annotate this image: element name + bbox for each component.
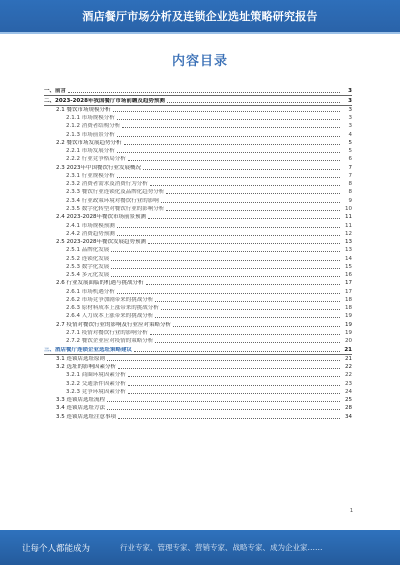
- toc-leader-dots: [128, 385, 340, 386]
- toc-entry-page: 20: [345, 338, 352, 345]
- toc-entry-page: 22: [345, 364, 352, 371]
- table-of-contents: [44, 87, 352, 421]
- toc-entry[interactable]: [44, 238, 352, 246]
- toc-entry[interactable]: [44, 87, 352, 96]
- toc-leader-dots: [111, 251, 340, 252]
- toc-entry-page: 3: [348, 123, 352, 130]
- toc-entry-label: 2.2.1 市场发展分析: [66, 148, 115, 155]
- toc-entry-page: 23: [345, 380, 352, 387]
- toc-entry[interactable]: [44, 213, 352, 221]
- toc-entry-label: 2.5 2023-2028年餐饮发展趋势预测: [56, 239, 146, 246]
- toc-leader-dots: [117, 119, 340, 120]
- toc-entry-page: 11: [345, 214, 352, 221]
- toc-entry[interactable]: [44, 371, 352, 379]
- toc-entry-label: 2.1.2 消费者结构分析: [66, 123, 121, 130]
- toc-entry-page: 14: [345, 255, 352, 262]
- toc-entry[interactable]: [44, 196, 352, 204]
- toc-entry-page: 11: [345, 222, 352, 229]
- toc-entry[interactable]: [44, 221, 352, 229]
- toc-entry-label: 2.3.4 行业政策环境对餐饮行业的影响: [66, 197, 159, 204]
- toc-entry[interactable]: [44, 139, 352, 147]
- toc-entry-page: 18: [345, 296, 352, 303]
- toc-entry[interactable]: [44, 396, 352, 404]
- toc-entry-label: 2.3.5 数字化转型对餐饮行业的影响分析: [66, 205, 165, 212]
- toc-entry[interactable]: [44, 230, 352, 238]
- toc-entry-page: 13: [345, 247, 352, 254]
- toc-entry-page: 3: [348, 115, 352, 122]
- toc-entry[interactable]: [44, 379, 352, 387]
- toc-leader-dots: [143, 169, 340, 170]
- toc-leader-dots: [128, 160, 340, 161]
- toc-entry-page: 12: [345, 230, 352, 237]
- toc-entry-label: 2.1.3 市场前景分析: [66, 131, 115, 138]
- toc-entry-page: 17: [345, 288, 352, 295]
- toc-entry-label: 2.4 2023-2028年餐饮市场前景预测: [56, 214, 146, 221]
- toc-entry-label: 2.5.4 多元化发展: [66, 272, 110, 279]
- toc-entry[interactable]: [44, 180, 352, 188]
- toc-leader-dots: [134, 351, 340, 352]
- toc-entry-page: 6: [348, 156, 352, 163]
- toc-leader-dots: [117, 227, 340, 228]
- toc-entry[interactable]: [44, 412, 352, 420]
- toc-entry[interactable]: [44, 188, 352, 196]
- toc-leader-dots: [107, 401, 340, 402]
- toc-entry-page: 9: [348, 197, 352, 204]
- toc-entry-label: 2.7.2 餐饮企业应对疫情的策略分析: [66, 338, 154, 345]
- toc-leader-dots: [166, 210, 340, 211]
- toc-entry-label: 2.7.1 疫情对餐饮行业的影响分析: [66, 329, 148, 336]
- toc-entry[interactable]: [44, 312, 352, 320]
- toc-entry-page: 19: [345, 321, 352, 328]
- page-number: 1: [349, 508, 353, 514]
- toc-leader-dots: [173, 326, 340, 327]
- toc-leader-dots: [113, 111, 341, 112]
- toc-entry-label: 一、前言: [44, 88, 67, 95]
- toc-leader-dots: [148, 243, 340, 244]
- toc-entry-label: 2.7 疫情对餐饮行业的影响及行业应对策略分析: [56, 321, 171, 328]
- toc-entry-label: 3.1 连锁店选址原则: [56, 355, 105, 362]
- toc-leader-dots: [146, 284, 341, 285]
- toc-leader-dots: [148, 218, 340, 219]
- toc-leader-dots: [118, 368, 340, 369]
- toc-entry-label: 2.6.3 原材料成本上涨带来的挑战分析: [66, 305, 159, 312]
- toc-entry-page: 19: [345, 313, 352, 320]
- toc-leader-dots: [111, 268, 340, 269]
- toc-entry[interactable]: [44, 254, 352, 262]
- toc-leader-dots: [107, 360, 340, 361]
- toc-entry[interactable]: [44, 163, 352, 171]
- toc-entry[interactable]: [44, 287, 352, 295]
- toc-entry-page: 8: [348, 189, 352, 196]
- toc-entry-page: 8: [348, 181, 352, 188]
- toc-leader-dots: [155, 317, 340, 318]
- toc-entry-page: 13: [345, 239, 352, 246]
- toc-entry-label: 2.5.3 数字化发展: [66, 263, 110, 270]
- toc-entry[interactable]: [44, 155, 352, 163]
- toc-entry-label: 三、酒店餐厅连锁企业选址策略建议: [44, 346, 133, 353]
- toc-entry[interactable]: [44, 404, 352, 412]
- toc-entry-page: 25: [345, 397, 352, 404]
- toc-entry[interactable]: [44, 246, 352, 254]
- toc-entry[interactable]: [44, 114, 352, 122]
- toc-entry-label: 2.4.1 市场规模预测: [66, 222, 115, 229]
- toc-leader-dots: [117, 136, 340, 137]
- toc-entry[interactable]: [44, 172, 352, 180]
- toc-entry[interactable]: [44, 304, 352, 312]
- toc-entry[interactable]: [44, 147, 352, 155]
- toc-entry-label: 3.2.1 商圈环境因素分析: [66, 372, 126, 379]
- toc-leader-dots: [118, 418, 340, 419]
- toc-leader-dots: [117, 152, 340, 153]
- toc-entry-page: 19: [345, 329, 352, 336]
- toc-entry-label: 2.6.2 市场竞争加剧带来的挑战分析: [66, 296, 154, 303]
- toc-entry-label: 3.4 连锁店选址方法: [56, 405, 105, 412]
- toc-entry[interactable]: [44, 345, 352, 354]
- toc-entry-page: 3: [348, 97, 352, 104]
- toc-entry[interactable]: [44, 122, 352, 130]
- toc-leader-dots: [155, 342, 340, 343]
- toc-entry-label: 二、2023-2028年我国餐厅市场前瞻及趋势预测: [44, 97, 165, 104]
- toc-entry-page: 21: [344, 346, 352, 353]
- toc-entry-label: 2.3 2023年中国餐饮行业发展概况: [56, 164, 141, 171]
- toc-entry-label: 2.6.1 市场机遇分析: [66, 288, 115, 295]
- toc-heading: 内容目录: [171, 54, 228, 69]
- toc-entry[interactable]: [44, 337, 352, 345]
- footer-slogan: 让每个人都能成为: [22, 544, 91, 554]
- toc-entry-page: 5: [348, 139, 352, 146]
- toc-entry-label: 2.2 餐饮市场发展趋势分析: [56, 139, 122, 146]
- toc-leader-dots: [124, 144, 341, 145]
- toc-entry[interactable]: [44, 296, 352, 304]
- toc-entry-label: 2.6.4 人力成本上涨带来的挑战分析: [66, 313, 154, 320]
- toc-entry-label: 2.3.2 消费者需求及消费行为分析: [66, 181, 148, 188]
- toc-entry-label: 2.3.1 行业规模分析: [66, 172, 115, 179]
- toc-entry[interactable]: [44, 130, 352, 138]
- toc-entry[interactable]: [44, 271, 352, 279]
- toc-leader-dots: [107, 409, 340, 410]
- toc-entry-label: 2.4.2 消费趋势预测: [66, 230, 115, 237]
- toc-entry-page: 3: [348, 106, 352, 113]
- toc-entry-page: 10: [345, 205, 352, 212]
- toc-leader-dots: [150, 185, 340, 186]
- toc-entry-page: 3: [348, 88, 352, 95]
- toc-leader-dots: [111, 276, 340, 277]
- toc-entry-page: 7: [348, 172, 352, 179]
- toc-leader-dots: [117, 177, 340, 178]
- toc-entry[interactable]: [44, 263, 352, 271]
- toc-entry[interactable]: [44, 388, 352, 396]
- footer-banner: [0, 530, 400, 565]
- footer-tagline: 行业专家、管理专家、营销专家、战略专家、成为企业家……: [120, 543, 323, 552]
- toc-entry-page: 15: [345, 263, 352, 270]
- toc-entry-label: 2.6 行业发展面临的机遇与挑战分析: [56, 280, 144, 287]
- toc-entry-page: 17: [345, 280, 352, 287]
- toc-entry-page: 22: [345, 372, 352, 379]
- toc-leader-dots: [128, 376, 340, 377]
- toc-entry-page: 28: [345, 405, 352, 412]
- toc-entry[interactable]: [44, 320, 352, 328]
- report-title: 酒店餐厅市场分析及连锁企业选址策略研究报告: [82, 10, 318, 23]
- toc-entry-page: 24: [345, 388, 352, 395]
- toc-entry-label: 2.1 餐饮市场规模分析: [56, 106, 111, 113]
- toc-leader-dots: [111, 260, 340, 261]
- toc-entry-label: 2.2.2 行业竞争格局分析: [66, 156, 126, 163]
- toc-leader-dots: [117, 235, 340, 236]
- toc-entry-label: 2.5.1 品牌化发展: [66, 247, 110, 254]
- toc-entry[interactable]: [44, 279, 352, 287]
- toc-entry-label: 2.1.1 市场规模分析: [66, 115, 115, 122]
- toc-leader-dots: [150, 334, 340, 335]
- toc-entry-label: 3.5 连锁店选址注意事项: [56, 413, 116, 420]
- toc-entry[interactable]: [44, 363, 352, 371]
- toc-entry-page: 18: [345, 305, 352, 312]
- toc-leader-dots: [122, 127, 340, 128]
- toc-leader-dots: [68, 92, 340, 93]
- toc-entry[interactable]: [44, 205, 352, 213]
- toc-entry-page: 7: [348, 164, 352, 171]
- toc-leader-dots: [128, 393, 340, 394]
- toc-entry-page: 4: [348, 131, 352, 138]
- toc-leader-dots: [161, 202, 340, 203]
- toc-entry-page: 34: [345, 413, 352, 420]
- toc-entry-label: 3.2.3 竞争环境因素分析: [66, 388, 126, 395]
- toc-entry-page: 21: [345, 355, 352, 362]
- toc-entry-label: 3.2.2 交通条件因素分析: [66, 380, 126, 387]
- toc-leader-dots: [167, 102, 340, 103]
- toc-leader-dots: [155, 301, 340, 302]
- toc-leader-dots: [161, 309, 340, 310]
- toc-entry[interactable]: [44, 106, 352, 114]
- toc-entry-label: 3.3 连锁店选址流程: [56, 397, 105, 404]
- toc-entry[interactable]: [44, 329, 352, 337]
- toc-leader-dots: [166, 193, 340, 194]
- report-header: [0, 0, 400, 32]
- toc-entry[interactable]: [44, 355, 352, 363]
- toc-entry-label: 3.2 选址的影响因素分析: [56, 364, 116, 371]
- toc-entry[interactable]: [44, 96, 352, 105]
- toc-entry-label: 2.5.2 连锁化发展: [66, 255, 110, 262]
- toc-leader-dots: [117, 293, 340, 294]
- toc-entry-label: 2.3.3 餐饮行业连锁化及品牌化趋势分析: [66, 189, 165, 196]
- toc-entry-page: 16: [345, 272, 352, 279]
- toc-entry-page: 5: [348, 148, 352, 155]
